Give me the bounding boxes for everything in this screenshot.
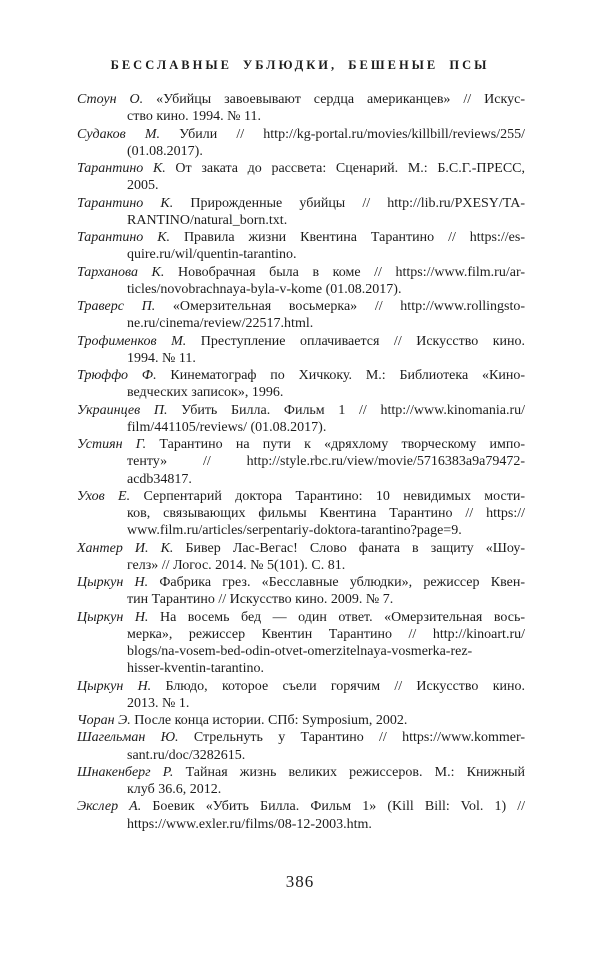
entry-author: Тарантино К. (77, 195, 191, 211)
bibliography-entry (77, 574, 525, 609)
entry-author: Шнакенберг Р. (77, 764, 186, 780)
bibliography-entry (77, 195, 525, 230)
entry-first-line: Цыркун Н. Фабрика грез. «Бесславные ублюдки», режиссер Квен- (77, 575, 525, 590)
entry-continuation-line: (01.08.2017). (127, 143, 203, 159)
entry-author: Цыркун Н. (77, 609, 160, 625)
entry-continuation-line: тин Тарантино // Искусство кино. 2009. № 7. (127, 592, 394, 608)
entry-author: Тарантино К. (77, 230, 184, 245)
entry-author: Шагельман Ю. (77, 730, 194, 746)
running-head: БЕССЛАВНЫЕ УБЛЮДКИ, БЕШЕНЫЕ ПСЫ (110, 58, 490, 72)
bibliography-entry (77, 91, 525, 126)
entry-continuation-line: мерка», режиссер Квентин Тарантино // http://kinoart.ru/ (127, 626, 525, 642)
entry-author: Чоран Э. (77, 713, 135, 728)
entry-first-line: Устиян Г. Тарантино на пути к «дряхлому творческому импо- (77, 437, 525, 452)
entry-author: Цыркун Н. (77, 575, 160, 590)
entry-continuation-line: sant.ru/doc/3282615. (127, 747, 246, 763)
bibliography-entry (77, 402, 525, 437)
entry-author: Экслер А. (77, 799, 153, 815)
entry-first-line: Траверс П. «Омерзительная восьмерка» // http://www.rollingsto- (77, 299, 526, 314)
bibliography-entry (77, 609, 525, 678)
bibliography-entry (77, 540, 525, 575)
entry-first-line: Хантер И. К. Бивер Лас-Вегас! Слово фаната в защиту «Шоу- (77, 540, 525, 556)
entry-continuation-line: film/441105/reviews/ (01.08.2017). (127, 419, 327, 435)
entry-continuation-line: тенту» // http://style.rbc.ru/view/movie/5716383a9a79472- (127, 454, 525, 470)
entry-first-line: Судаков М. Убили // http://kg-portal.ru/movies/killbill/reviews/255/ (77, 126, 525, 142)
entry-first-line: Трофименков М. Преступление оплачивается // Искусство кино. (77, 333, 525, 349)
bibliography-entry (77, 229, 525, 264)
bibliography-entry (77, 798, 525, 833)
entry-first-line: Чоран Э. После конца истории. СПб: Symposium, 2002. (77, 713, 408, 728)
entry-first-line: Тарханова К. Новобрачная была в коме // https://www.film.ru/ar- (77, 264, 525, 280)
entry-continuation-line: 1994. № 11. (127, 350, 196, 366)
entry-first-line: Ухов Е. Серпентарий доктора Тарантино: 10 невидимых мости- (77, 488, 526, 504)
entry-continuation-line: ведческих записок», 1996. (127, 385, 284, 401)
bibliography-entry (77, 678, 525, 713)
entry-first-line: Тарантино К. Прирожденные убийцы // http://lib.ru/PXESY/TA- (77, 195, 526, 211)
bibliography-entry (77, 264, 525, 299)
entry-author: Устиян Г. (77, 437, 160, 452)
entry-continuation-line: acdb34817. (127, 471, 192, 487)
entry-continuation-line: 2005. (127, 178, 159, 194)
entry-continuation-line: https://www.exler.ru/films/08-12-2003.htm. (127, 816, 372, 832)
entry-first-line: Шагельман Ю. Стрельнуть у Тарантино // https://www.kommer- (77, 730, 525, 746)
entry-continuation-line: ство кино. 1994. № 11. (127, 109, 261, 125)
entry-author: Стоун О. (77, 92, 157, 107)
entry-first-line: Экслер А. Боевик «Убить Билла. Фильм 1» (Kill Bill: Vol. 1) // (77, 799, 526, 815)
entry-author: Хантер И. К. (77, 540, 186, 556)
entry-first-line: Тарантино К. От заката до рассвета: Сценарий. М.: Б.С.Г.-ПРЕСС, (77, 161, 525, 176)
bibliography-entry (77, 764, 525, 799)
entry-author: Судаков М. (77, 126, 180, 142)
entry-continuation-line: www.film.ru/articles/serpentariy-doktora-tarantino?page=9. (127, 523, 462, 539)
entry-continuation-line: RANTINO/natural_born.txt. (127, 212, 288, 228)
entry-continuation-line: 2013. № 1. (127, 695, 190, 711)
entry-first-line: Цыркун Н. Блюдо, которое съели горячим // Искусство кино. (77, 678, 525, 694)
bibliography-entry (77, 298, 525, 333)
entry-continuation-line: ne.ru/cinema/review/22517.html. (127, 316, 314, 332)
entry-continuation-line: ков, связывающих фильмы Квентина Тарантино // https:// (127, 506, 525, 521)
entry-author: Трюффо Ф. (77, 368, 171, 383)
bibliography-entry (77, 367, 525, 402)
bibliography-entry (77, 712, 525, 729)
entry-continuation-line: гелз» // Логос. 2014. № 5(101). С. 81. (127, 557, 346, 573)
bibliography-entry (77, 160, 525, 195)
entry-continuation-line: ticles/novobrachnaya-byla-v-kome (01.08.2017). (127, 281, 402, 297)
entry-first-line: Шнакенберг Р. Тайная жизнь великих режиссеров. М.: Книжный (77, 764, 525, 780)
entry-author: Трофименков М. (77, 333, 201, 349)
entry-author: Ухов Е. (77, 488, 144, 504)
bibliography-entry (77, 333, 525, 368)
entry-first-line: Тарантино К. Правила жизни Квентина Тарантино // https://es- (77, 230, 526, 245)
entry-continuation-line: клуб 36.6, 2012. (127, 782, 222, 797)
entry-author: Цыркун Н. (77, 678, 166, 694)
bibliography-entry (77, 729, 525, 764)
entry-first-line: Украинцев П. Убить Билла. Фильм 1 // http://www.kinomania.ru/ (77, 402, 525, 418)
bibliography-entry (77, 488, 525, 540)
entry-author: Траверс П. (77, 299, 173, 314)
entry-author: Украинцев П. (77, 402, 182, 418)
entry-author: Тарханова К. (77, 264, 178, 280)
entry-first-line: Цыркун Н. На восемь бед — один ответ. «Омерзительная вось- (77, 609, 525, 625)
page-number: 386 (285, 872, 315, 891)
entry-continuation-line: blogs/na-vosem-bed-odin-otvet-omerzitelnaya-vosmerka-rez- (127, 644, 473, 659)
entry-continuation-line: quire.ru/wil/quentin-tarantino. (127, 247, 297, 263)
entry-first-line: Трюффо Ф. Кинематограф по Хичкоку. М.: Библиотека «Кино- (77, 368, 525, 383)
bibliography-entry (77, 436, 525, 488)
entry-continuation-line: hisser-kventin-tarantino. (127, 661, 264, 677)
bibliography-list (77, 91, 525, 833)
entry-author: Тарантино К. (77, 161, 176, 176)
bibliography-entry (77, 126, 525, 161)
entry-first-line: Стоун О. «Убийцы завоевывают сердца американцев» // Искус- (77, 92, 525, 107)
